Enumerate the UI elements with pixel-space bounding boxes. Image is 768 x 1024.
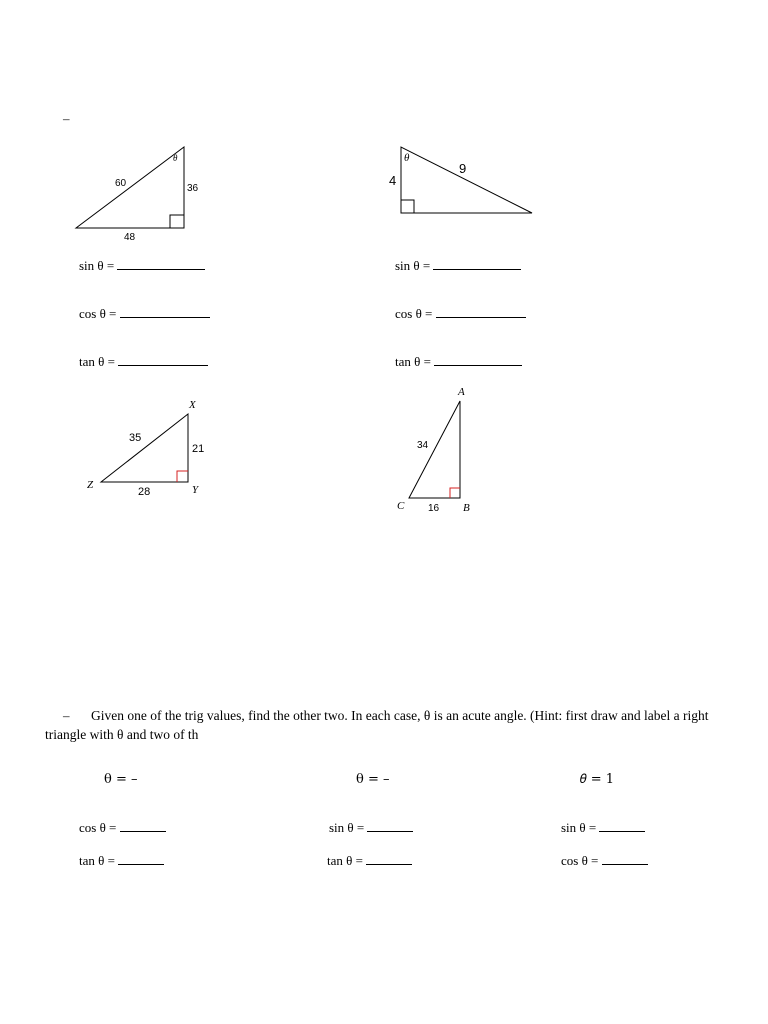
answer-blank-left-cos[interactable] — [120, 305, 210, 318]
section2-dash: – — [63, 708, 70, 723]
triangle1-adj-label: 48 — [124, 232, 136, 243]
triangle-figure-2 — [396, 142, 538, 220]
answer-blank-right-cos[interactable] — [436, 305, 526, 318]
question-label: tan θ = — [327, 853, 363, 868]
question-label: cos θ = — [79, 820, 117, 835]
col2-sin — [329, 819, 413, 836]
question-right-tan — [395, 353, 522, 370]
answer-blank-col1-tan[interactable] — [118, 852, 164, 865]
question-label: tan θ = — [79, 354, 115, 369]
question-label: sin θ = — [79, 258, 115, 273]
triangle4-base-label: 16 — [428, 503, 440, 514]
given-value-1: θ = – — [104, 772, 138, 787]
triangle3-vertex-x: X — [189, 399, 196, 411]
triangle4-vertex-c: C — [397, 500, 405, 512]
question-right-sin — [395, 257, 521, 274]
col3-cos — [561, 852, 648, 869]
section1-dash: – — [63, 111, 70, 126]
question-label: tan θ = — [79, 853, 115, 868]
answer-blank-left-tan[interactable] — [118, 353, 208, 366]
question-left-tan — [79, 353, 208, 370]
question-label: sin θ = — [561, 820, 597, 835]
answer-blank-col3-sin[interactable] — [599, 819, 645, 832]
triangle3-horiz-label: 28 — [138, 486, 151, 498]
question-left-cos — [79, 305, 210, 322]
col1-tan — [79, 852, 164, 869]
col1-cos — [79, 819, 166, 836]
triangle3-hyp-label: 35 — [129, 432, 142, 444]
triangle4-hyp-label: 34 — [417, 440, 429, 451]
given-value-2: θ = – — [356, 772, 390, 787]
col3-sin — [561, 819, 645, 836]
question-left-sin — [79, 257, 205, 274]
answer-blank-right-sin[interactable] — [433, 257, 521, 270]
section2-instruction: Given one of the trig values, find the other two. In each case, θ is an acute angle. (Hint: first draw and label a right triangle with θ and two of th — [45, 708, 709, 742]
triangle1-opp-label: 36 — [187, 183, 199, 194]
question-label: cos θ = — [395, 306, 433, 321]
answer-blank-col3-cos[interactable] — [602, 852, 648, 865]
triangle-figure-4 — [405, 396, 467, 502]
triangle-figure-1 — [72, 142, 212, 246]
answer-blank-col2-tan[interactable] — [366, 852, 412, 865]
question-label: sin θ = — [329, 820, 365, 835]
question-label: cos θ = — [561, 853, 599, 868]
triangle4-vertex-a: A — [458, 386, 465, 398]
triangle2-angle-label: θ — [404, 152, 410, 164]
question-label: sin θ = — [395, 258, 431, 273]
triangle1-angle-label: θ — [173, 153, 178, 163]
answer-blank-col1-cos[interactable] — [120, 819, 166, 832]
answer-blank-left-sin[interactable] — [117, 257, 205, 270]
triangle2-hyp-label: 9 — [459, 161, 467, 176]
triangle-figure-3 — [96, 408, 196, 488]
triangle4-vertex-b: B — [463, 502, 470, 514]
answer-blank-right-tan[interactable] — [434, 353, 522, 366]
triangle3-vertex-z: Z — [87, 479, 94, 491]
triangle1-hyp-label: 60 — [115, 178, 127, 189]
question-label: cos θ = — [79, 306, 117, 321]
question-label: tan θ = — [395, 354, 431, 369]
triangle3-vertex-y: Y — [192, 484, 199, 496]
answer-blank-col2-sin[interactable] — [367, 819, 413, 832]
triangle2-leg-label: 4 — [389, 173, 397, 188]
given-value-3: 𝜃 = 1 — [580, 772, 614, 787]
triangle3-vert-label: 21 — [192, 443, 205, 455]
col2-tan — [327, 852, 412, 869]
question-right-cos — [395, 305, 526, 322]
